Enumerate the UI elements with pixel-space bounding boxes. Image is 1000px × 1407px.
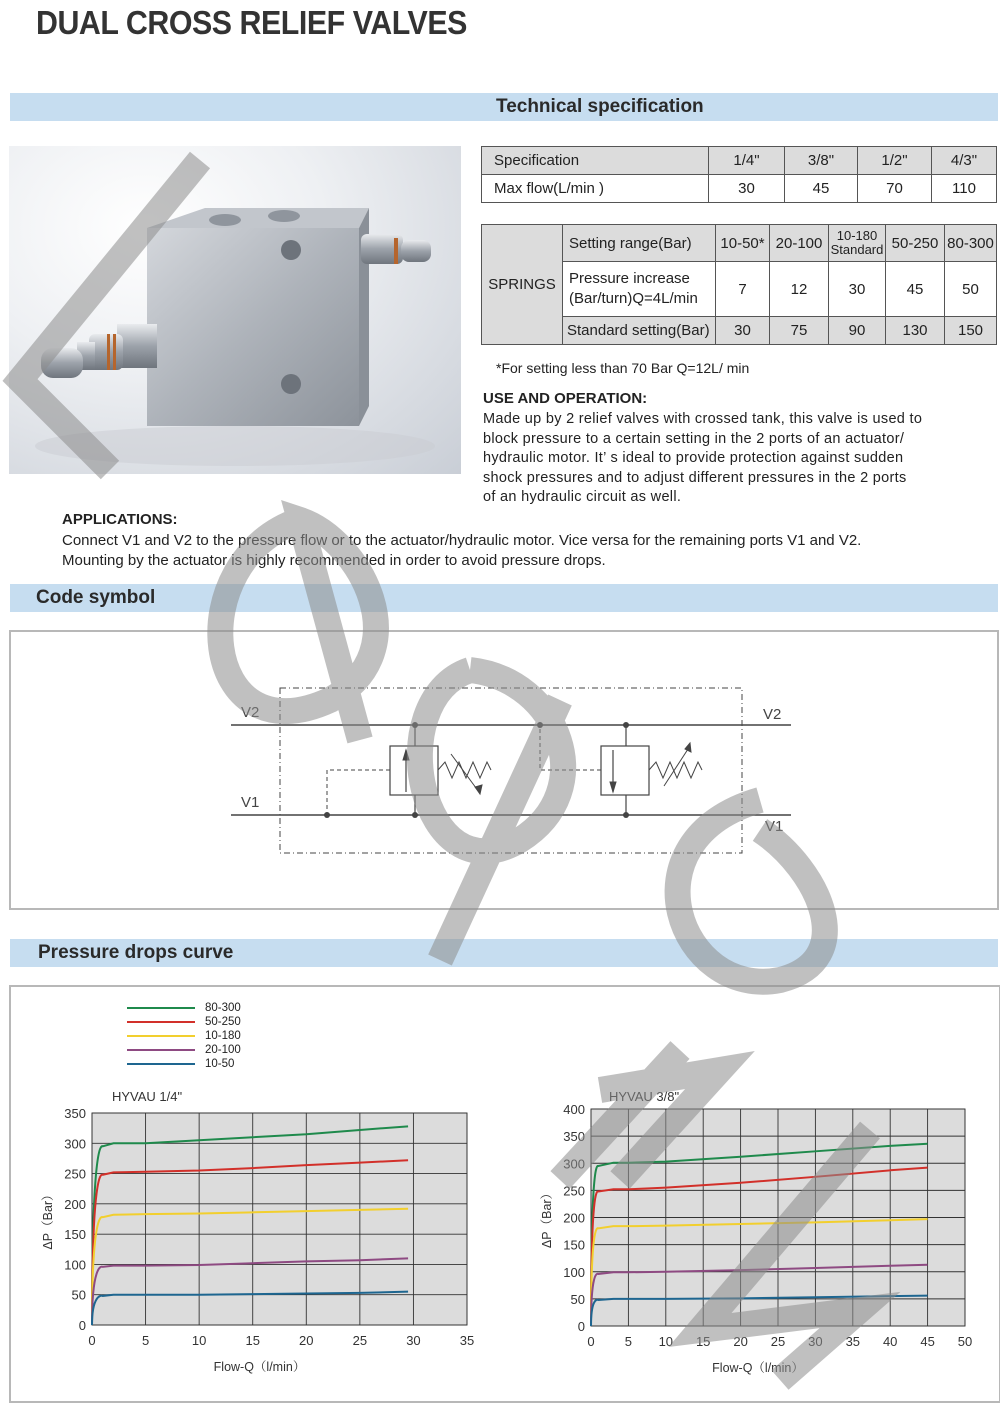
x-tick-label: 5 <box>141 1333 150 1348</box>
y-axis-label: ΔP（Bar） <box>41 1188 55 1250</box>
body-line: of an hydraulic circuit as well. <box>483 489 682 505</box>
legend-label: 10-180 <box>205 1030 241 1042</box>
legend-label: 50-250 <box>205 1016 241 1028</box>
chart-title: HYVAU 3/8" <box>609 1089 680 1104</box>
x-tick-label: 50 <box>957 1334 973 1349</box>
port-label-v2-left: V2 <box>241 704 260 721</box>
body-line: Connect V1 and V2 to the pressure flow or to the actuator/hydraulic motor. Vice versa for the remaining ports V1 and V2. <box>62 532 862 549</box>
x-tick-label: 35 <box>459 1333 475 1348</box>
springs-row-label-line1: Pressure increase <box>569 270 690 287</box>
applications-heading: APPLICATIONS: <box>62 511 178 528</box>
y-tick-label: 200 <box>64 1196 86 1212</box>
y-tick-label: 100 <box>64 1257 86 1273</box>
y-tick-label: 250 <box>64 1166 86 1182</box>
y-tick-label: 50 <box>71 1287 86 1303</box>
springs-cell: 50 <box>945 262 997 317</box>
legend-label: 80-300 <box>205 1002 241 1014</box>
springs-row-label: Standard setting(Bar) <box>563 317 716 345</box>
spec-cell: 45 <box>785 175 858 203</box>
y-tick-label: 100 <box>563 1264 585 1280</box>
x-axis-label: Flow-Q（l/min） <box>712 1361 804 1375</box>
springs-cell: 20-100 <box>770 225 829 262</box>
chart-title: HYVAU 1/4" <box>112 1089 183 1104</box>
y-tick-label: 50 <box>570 1291 585 1307</box>
springs-cell: 10-50* <box>716 225 770 262</box>
x-tick-label: 5 <box>624 1334 633 1349</box>
y-tick-label: 350 <box>563 1129 585 1145</box>
section-title: Technical specification <box>496 96 704 117</box>
springs-row-label-line2: (Bar/turn)Q=4L/min <box>569 290 698 307</box>
use-operation-heading: USE AND OPERATION: <box>483 390 648 407</box>
x-tick-label: 25 <box>770 1334 786 1349</box>
springs-cell: 30 <box>829 262 886 317</box>
port-label-v1-left: V1 <box>241 794 260 811</box>
x-axis-label: Flow-Q（l/min） <box>213 1360 306 1374</box>
springs-cell: 30 <box>716 317 770 345</box>
springs-cell: 75 <box>770 317 829 345</box>
body-line: block pressure to a certain setting in the 2 ports of an actuator/ <box>483 430 905 447</box>
springs-cell-range: 10-180 <box>836 228 878 243</box>
y-tick-label: 200 <box>563 1210 585 1226</box>
spec-row-label: Max flow(L/min ) <box>482 175 709 203</box>
body-line: Mounting by the actuator is highly recommended in order to avoid pressure drops. <box>62 552 606 569</box>
y-tick-label: 300 <box>563 1156 585 1172</box>
y-axis-label: ΔP（Bar） <box>540 1186 554 1249</box>
spec-header-cell: 4/3" <box>932 147 997 175</box>
springs-row-label: Setting range(Bar) <box>563 225 716 262</box>
legend-label: 10-50 <box>205 1058 235 1070</box>
x-tick-label: 10 <box>191 1333 207 1348</box>
spec-cell: 70 <box>858 175 932 203</box>
springs-cell: 12 <box>770 262 829 317</box>
spec-header-cell: 1/4" <box>709 147 785 175</box>
spec-header-cell: 1/2" <box>858 147 932 175</box>
x-tick-label: 15 <box>695 1334 711 1349</box>
y-tick-label: 150 <box>64 1227 86 1243</box>
spec-cell: 30 <box>709 175 785 203</box>
y-tick-label: 150 <box>563 1237 585 1253</box>
section-title: Code symbol <box>36 587 156 608</box>
x-tick-label: 20 <box>299 1333 314 1348</box>
y-tick-label: 350 <box>64 1106 86 1121</box>
page-title: DUAL CROSS RELIEF VALVES <box>36 4 467 41</box>
x-tick-label: 35 <box>845 1334 861 1349</box>
springs-cell: 45 <box>886 262 945 317</box>
springs-cell: 7 <box>716 262 770 317</box>
x-tick-label: 40 <box>882 1334 898 1349</box>
footnote: *For setting less than 70 Bar Q=12L/ min <box>496 360 750 376</box>
springs-cell: 130 <box>886 317 945 345</box>
x-tick-label: 15 <box>245 1333 260 1348</box>
springs-cell: 50-250 <box>886 225 945 262</box>
y-tick-label: 300 <box>64 1136 86 1152</box>
x-tick-label: 30 <box>406 1333 421 1348</box>
x-tick-label: 45 <box>920 1334 935 1349</box>
y-tick-label: 400 <box>563 1102 585 1117</box>
spec-header-label: Specification <box>482 147 709 175</box>
springs-cell-sub: Standard <box>830 242 884 257</box>
springs-cell: 90 <box>829 317 886 345</box>
y-tick-label: 0 <box>577 1319 585 1334</box>
body-line: shock pressures and to adjust different pressures in the 2 ports <box>483 469 907 486</box>
springs-cell: 80-300 <box>945 225 997 262</box>
spec-cell: 110 <box>932 175 997 203</box>
spec-header-cell: 3/8" <box>785 147 858 175</box>
y-tick-label: 250 <box>563 1183 585 1199</box>
section-title: Pressure drops curve <box>38 942 234 963</box>
body-line: Made up by 2 relief valves with crossed tank, this valve is used to <box>483 411 923 427</box>
x-tick-label: 10 <box>658 1334 674 1349</box>
springs-cell: 150 <box>945 317 997 345</box>
y-tick-label: 0 <box>78 1318 86 1333</box>
springs-group-label: SPRINGS <box>482 225 563 345</box>
x-tick-label: 0 <box>587 1334 595 1349</box>
x-tick-label: 20 <box>733 1334 748 1349</box>
port-label-v2-right: V2 <box>763 706 782 723</box>
x-tick-label: 25 <box>352 1333 368 1348</box>
port-label-v1-right: V1 <box>765 818 784 835</box>
body-line: hydraulic motor. It’ s ideal to provide protection against sudden <box>483 450 904 466</box>
legend-label: 20-100 <box>205 1044 241 1056</box>
x-tick-label: 30 <box>808 1334 823 1349</box>
x-tick-label: 0 <box>88 1333 96 1348</box>
